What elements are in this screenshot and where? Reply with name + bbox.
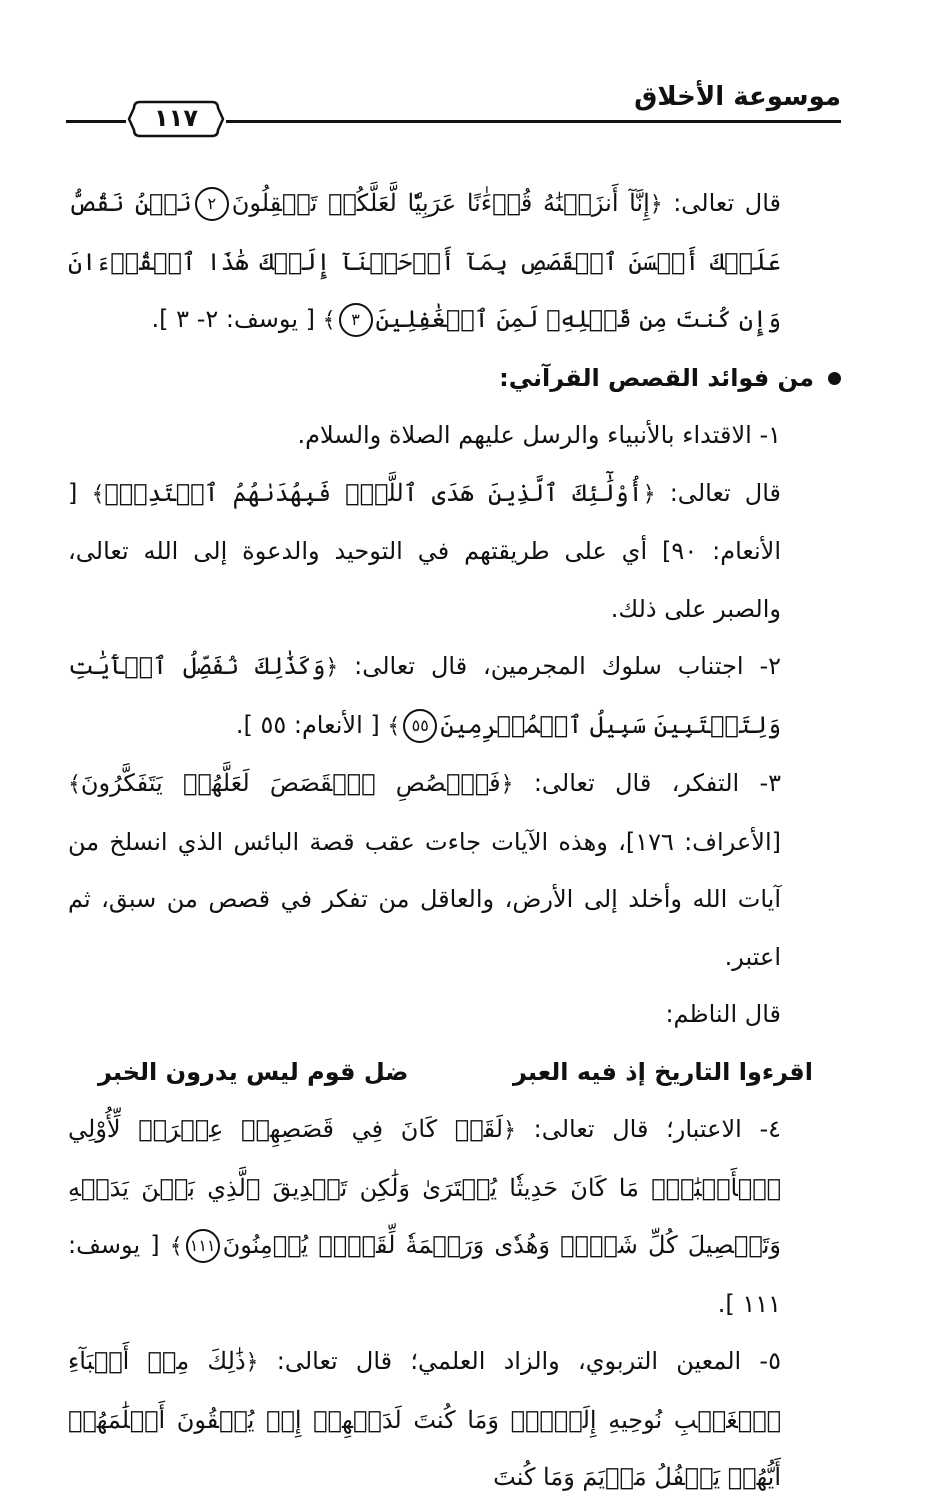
quran-open-bracket: ﴿ (642, 481, 656, 507)
paragraph-1 (68, 175, 841, 350)
quran-open-bracket: ﴿ (245, 1350, 259, 1375)
ayah-number-marker: ٥٥ (403, 709, 437, 743)
running-title: موسوعة الأخلاق (634, 82, 841, 112)
quran-verse: لَقَدۡ كَانَ فِي قَصَصِهِمۡ عِبۡرَةٞ لِّأُوْلِي ٱلۡأَلۡبَٰبِۗ مَا كَانَ حَدِيثٗا يُفۡتَرَىٰ وَلَٰكِن تَصۡدِيقَ ٱلَّذِي بَيۡنَ يَدَيۡهِ وَتَفۡصِيلَ كُلِّ شَيۡءٖ وَهُدٗى وَرَحۡمَةٗ لِّقَوۡمٖ يُؤۡمِنُونَ (68, 1115, 781, 1259)
poet-intro: قال الناظم: (665, 1000, 781, 1028)
section-heading (68, 350, 841, 408)
commentary-text: [ الأنعام: ٩٠] أي على طريقتهم في التوحيد والدعوة إلى الله تعالى، والصبر على ذلك. (68, 478, 781, 623)
poem-hemistich-first: اقرءوا التاريخ إذ فيه العبر (513, 1057, 813, 1086)
ayah-number-marker: ٢ (195, 187, 229, 221)
quran-close-bracket: ﴾ (169, 1234, 183, 1259)
poem-hemistich-second: ضل قوم ليس يدرون الخبر (98, 1057, 409, 1086)
intro-text: ٥- المعين التربوي، والزاد العلمي؛ قال تعالى: (258, 1347, 781, 1375)
quran-close-bracket: ﴾ (387, 713, 401, 739)
intro-text: قال تعالى: (662, 189, 781, 217)
paragraph-2 (68, 465, 841, 639)
verse-reference: [ يوسف: ٢- ٣ ]. (151, 305, 315, 333)
page-header (66, 60, 841, 140)
ayah-number-marker: ٣ (339, 303, 373, 337)
list-item-5 (68, 1333, 841, 1507)
quran-close-bracket: ﴾ (91, 481, 105, 507)
verse-reference: [ يوسف: ١١١ ]. (68, 1231, 781, 1318)
intro-text: ٢- اجتناب سلوك المجرمين، قال تعالى: (338, 652, 781, 680)
verse-reference: [ الأنعام: ٥٥ ]. (235, 710, 380, 739)
commentary-text: [الأعراف: ١٧٦]، وهذه الآيات جاءت عقب قصة البائس الذي انسلخ من آيات الله وأخلد إلى الأرض، والعاقل من تفكر في قصص من سبق، ثم اعتبر. (68, 827, 781, 971)
page-number-badge (126, 98, 226, 140)
quran-verse: أُوْلَٰٓئِكَ ٱلَّذِينَ هَدَى ٱللَّهُۖ فَبِهُدَىٰهُمُ ٱقۡتَدِهۡۗ (104, 478, 643, 507)
ayah-number-marker: ١١١ (186, 1229, 220, 1263)
quran-open-bracket: ﴿ (649, 192, 663, 217)
quran-verse: نَحۡنُ نَقُصُّ عَلَيۡكَ أَحۡسَنَ ٱلۡقَصَصِ بِمَآ أَوۡحَيۡنَآ إِلَيۡكَ هَٰذَا ٱلۡقُرۡءَانَ وَإِن كُنتَ مِن قَبۡلِهِۦ لَمِنَ ٱلۡغَٰفِلِينَ (68, 189, 781, 333)
list-item-4 (68, 1101, 841, 1333)
quran-verse: إِنَّآ أَنزَلۡنَٰهُ قُرۡءَٰنًا عَرَبِيّٗا لَّعَلَّكُمۡ تَعۡقِلُونَ (231, 189, 650, 217)
quran-open-bracket: ﴿ (503, 1118, 516, 1143)
quran-verse: فَٱقۡصُصِ ٱلۡقَصَصَ لَعَلَّهُمۡ يَتَفَكَّرُونَ (80, 769, 501, 797)
bullet-icon (828, 372, 841, 385)
quran-open-bracket: ﴿ (325, 655, 339, 680)
intro-text: قال تعالى: (655, 478, 781, 507)
list-item-2 (68, 638, 841, 755)
quran-close-bracket: ﴾ (322, 308, 336, 333)
list-item-3 (68, 755, 841, 986)
quran-verse: وَكَذَٰلِكَ نُفَصِّلُ ٱلۡأٓيَٰتِ وَلِتَسۡتَبِينَ سَبِيلُ ٱلۡمُجۡرِمِينَ (68, 652, 781, 739)
list-item-1: ١- الاقتداء بالأنبياء والرسل عليهم الصلاة والسلام. (297, 421, 781, 449)
intro-text: ٤- الاعتبار؛ قال تعالى: (515, 1115, 781, 1143)
quran-close-bracket: ﴾ (68, 772, 81, 797)
quran-verse: ذَٰلِكَ مِنۡ أَنۢبَآءِ ٱلۡغَيۡبِ نُوحِيهِ إِلَيۡكَۚ وَمَا كُنتَ لَدَيۡهِمۡ إِذۡ يُلۡقُونَ أَقۡلَٰمَهُمۡ أَيُّهُمۡ يَكۡفُلُ مَرۡيَمَ وَمَا كُنتَ (68, 1347, 781, 1491)
intro-text: ٣- التفكر، قال تعالى: (513, 769, 781, 797)
poem-verse-line (68, 1044, 841, 1102)
main-text (68, 175, 841, 1507)
section-heading-text: من فوائد القصص القرآني: (499, 363, 814, 392)
quran-open-bracket: ﴿ (500, 772, 514, 797)
page-number: ١١٧ (154, 104, 198, 132)
